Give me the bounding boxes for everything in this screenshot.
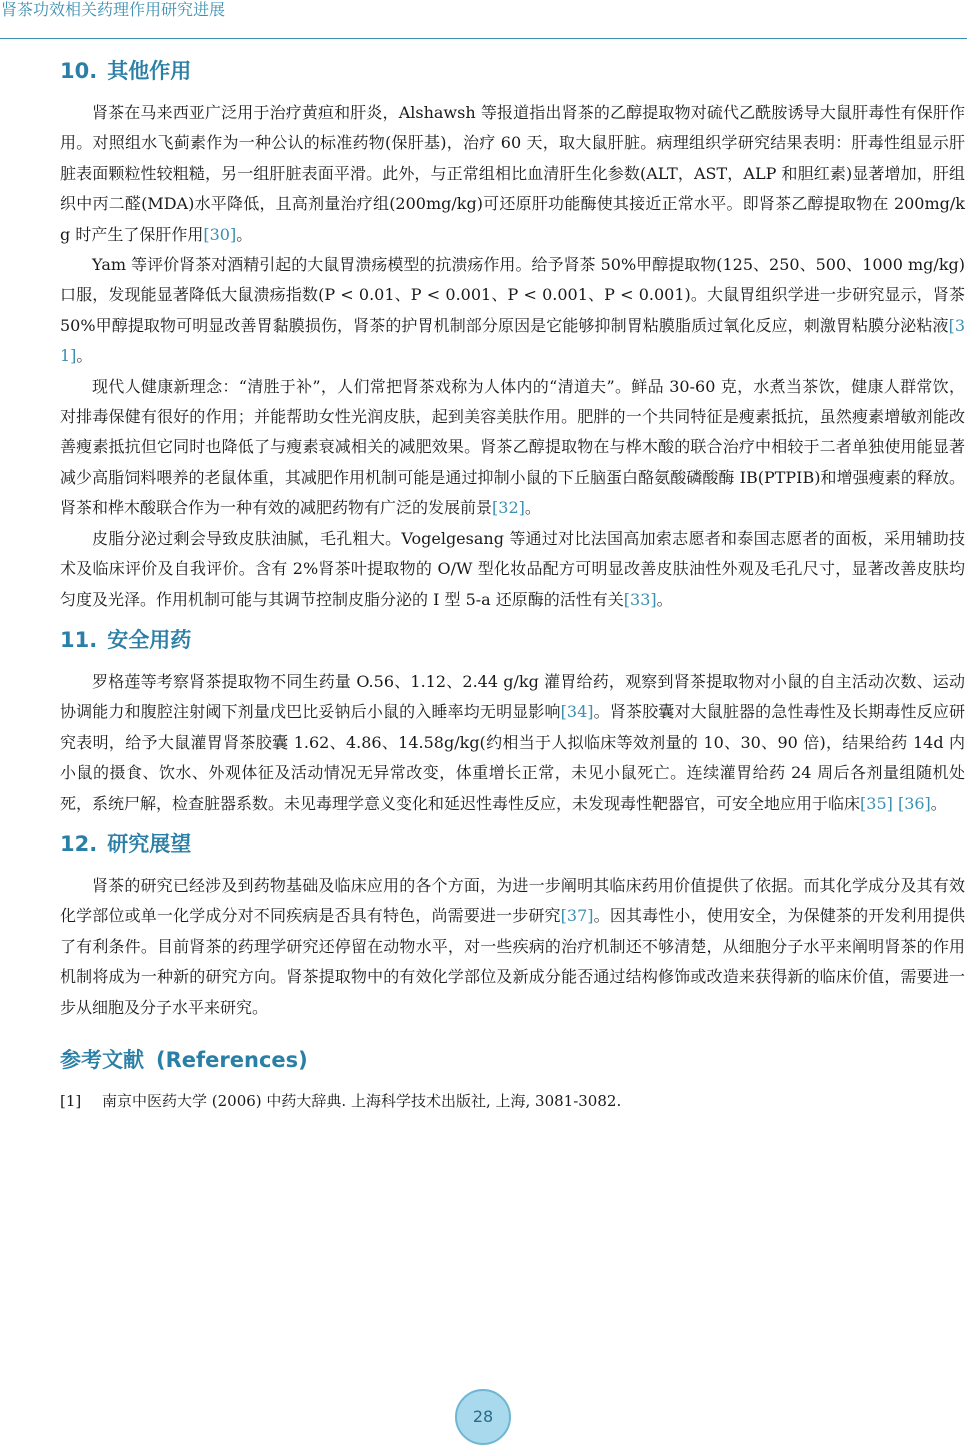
section-number: 11.	[60, 627, 98, 652]
section-number: 10.	[60, 59, 98, 83]
paragraph-text: 现代人健康新理念：“清胜于补”，人们常把肾茶戏称为人体内的“清道夫”。鲜品 30-60 克，水煮当茶饮，健康人群常饮，对排毒保健有很好的作用；并能帮助女性光润皮肤，起到美容美肤作用。肥胖的一个共同特征是瘦素抵抗，虽然瘦素增敏剂能改善瘦素抵抗但它同时也降低了与瘦素衰减相关的减肥效果。肾茶乙醇提取物在与桦木酸的联合治疗中相较于二者单独使用能显著减少高脂饲料喂养的老鼠体重，其减肥作用机制可能是通过抑制小鼠的下丘脑蛋白酪氨酸磷酸酶 IB(PTPIB)和增强瘦素的释放。肾茶和桦木酸联合作为一种有效的减肥药物有广泛的发展前景	[60, 376, 965, 518]
paragraph	[60, 372, 965, 524]
paragraph-text: 肾茶的研究已经涉及到药物基础及临床应用的各个方面，为进一步阐明其临床药用价值提供了依据。而其化学成分及其有效化学部位或单一化学成分对不同疾病是否具有特色，尚需要进一步研究	[60, 875, 965, 926]
paragraph-end: 。	[930, 793, 947, 813]
section-title: 其他作用	[107, 59, 192, 83]
paragraph-text: 罗格莲等考察肾茶提取物不同生药量 O.56、1.12、2.44 g/kg 灌胃给药，观察到肾茶提取物对小鼠的自主活动次数、运动协调能力和腹腔注射阈下剂量戊巴比妥钠后小鼠的入睡率均无明显影响	[60, 671, 965, 722]
section-number: 12.	[60, 831, 98, 856]
paragraph-end: 。	[76, 346, 93, 366]
section-title: 安全用药	[107, 627, 192, 652]
reference-text: 南京中医药大学 (2006) 中药大辞典. 上海科学技术出版社, 上海, 3081-3082.	[102, 1091, 622, 1110]
paragraph	[60, 871, 965, 1023]
paragraph-end: 。	[236, 224, 253, 244]
paragraph	[60, 667, 965, 819]
section-heading-10	[60, 56, 965, 86]
section-heading-11	[60, 625, 965, 655]
paragraph-text: 肾茶在马来西亚广泛用于治疗黄疸和肝炎，Alshawsh 等报道指出肾茶的乙醇提取物对硫代乙酰胺诱导大鼠肝毒性有保肝作用。对照组水飞蓟素作为一种公认的标准药物(保肝基)，治疗 60 天，取大鼠肝脏。病理组织学研究结果表明：肝毒性组显示肝脏表面颗粒性较粗糙，另一组肝脏表面平滑。此外，与正常组相比血清肝生化参数(ALT，AST，ALP 和胆红素)显著增加，肝组织中丙二醛(MDA)水平降低，且高剂量治疗组(200mg/kg)可还原肝功能酶使其接近正常水平。即肾茶乙醇提取物在 200mg/kg 时产生了保肝作用	[60, 103, 965, 244]
citation-link[interactable]: [30]	[203, 224, 237, 244]
citation-link[interactable]: [31]	[60, 315, 965, 366]
reference-item	[60, 1089, 965, 1113]
paragraph-text: Yam 等评价肾茶对酒精引起的大鼠胃溃疡模型的抗溃疡作用。给予肾茶 50%甲醇提取物(125、250、500、1000 mg/kg)口服，发现能显著降低大鼠溃疡指数(P < 0.01、P < 0.001、P < 0.001、P < 0.001)。大鼠胃组织学进一步研究显示，肾茶 50%甲醇提取物可明显改善胃黏膜损伤，肾茶的护胃机制部分原因是它能够抑制胃粘膜脂质过氧化反应，刺激胃粘膜分泌粘液	[60, 255, 965, 335]
paragraph	[60, 250, 965, 372]
paragraph-end: 。	[524, 498, 541, 518]
citation-link[interactable]: [37]	[560, 906, 594, 926]
references-heading	[60, 1045, 965, 1075]
paragraph-text: 皮脂分泌过剩会导致皮肤油腻，毛孔粗大。Vogelgesang 等通过对比法国高加索志愿者和泰国志愿者的面板，采用辅助技术及临床评价及自我评价。含有 2%肾茶叶提取物的 O/W 型化妆品配方可明显改善皮肤油性外观及毛孔尺寸，显著改善皮肤均匀度及光泽。作用机制可能与其调节控制皮脂分泌的 I 型 5-a 还原酶的活性有关	[60, 528, 965, 609]
paragraph	[60, 98, 965, 250]
section-heading-12	[60, 829, 965, 859]
citation-link[interactable]: [34]	[560, 702, 594, 722]
citation-link[interactable]: [33]	[623, 589, 657, 609]
paragraph-end: 。	[656, 589, 673, 609]
references-title: 参考文献	[60, 1047, 144, 1072]
reference-number: [1]	[60, 1091, 82, 1110]
header-rule	[0, 38, 967, 39]
citation-link[interactable]: [32]	[492, 498, 525, 518]
page-number-badge: 28	[455, 1389, 511, 1445]
references-title-en: (References)	[156, 1047, 308, 1072]
paragraph-end: 。因其毒性小，使用安全，为保健茶的开发利用提供了有利条件。目前肾茶的药理学研究还停留在动物水平，对一些疾病的治疗机制还不够清楚，从细胞分子水平来阐明肾茶的作用机制将成为一种新的研究方向。肾茶提取物中的有效化学部位及新成分能否通过结构修饰或改造来获得新的临床价值，需要进一步从细胞及分子水平来研究。	[60, 906, 965, 1017]
paragraph	[60, 524, 965, 615]
article-body	[60, 56, 965, 1113]
section-title: 研究展望	[107, 831, 192, 856]
paragraph-text: 。肾茶胶囊对大鼠脏器的急性毒性及长期毒性反应研究表明，给予大鼠灌胃肾茶胶囊 1.62、4.86、14.58g/kg(约相当于人拟临床等效剂量的 10、30、90 倍)，结果给药 14d 内小鼠的摄食、饮水、外观体征及活动情况无异常改变，体重增长正常，未见小鼠死亡。连续灌胃给药 24 周后各剂量组随机处死，系统尸解，检查脏器系数。未见毒理学意义变化和延迟性毒性反应，未发现毒性靶器官，可安全地应用于临床	[60, 702, 965, 813]
citation-link[interactable]: [35] [36]	[860, 793, 931, 813]
running-title: 肾茶功效相关药理作用研究进展	[1, 0, 226, 19]
